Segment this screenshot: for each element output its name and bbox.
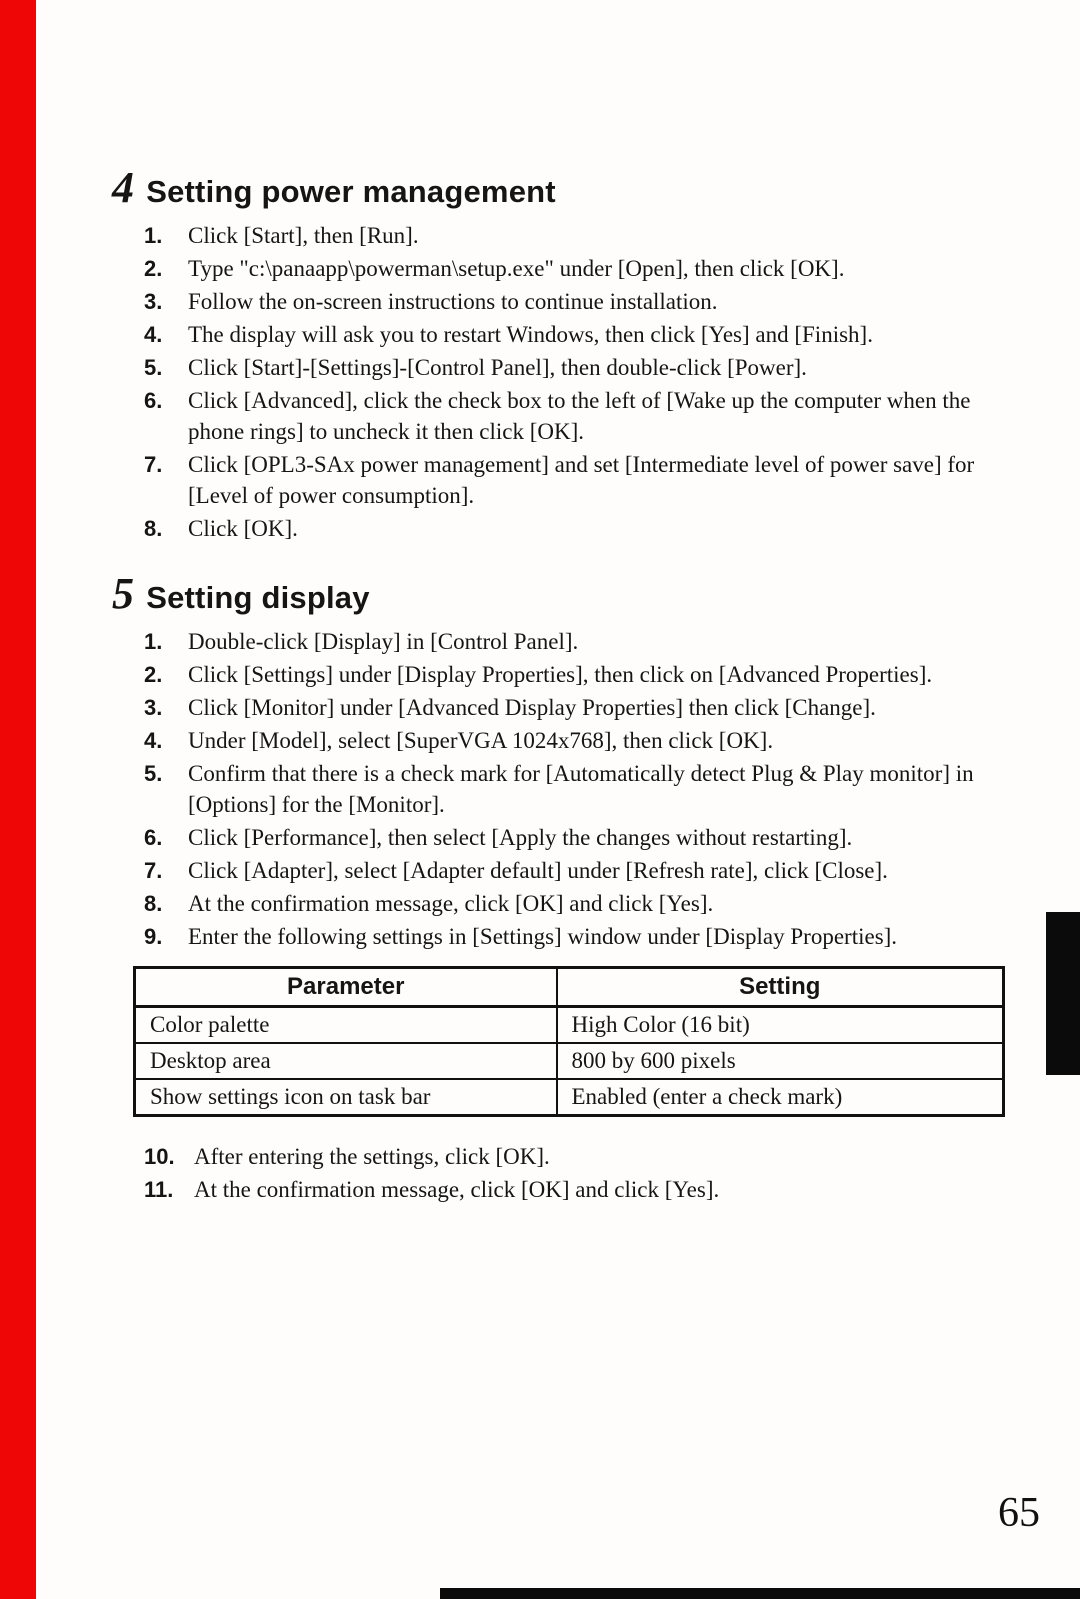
step-item: [144, 855, 1012, 886]
section-5-heading: [112, 569, 1012, 618]
step-item: [144, 725, 1012, 756]
step-number: 4.: [144, 322, 163, 347]
step-text: At the confirmation message, click [OK] and click [Yes].: [194, 1177, 720, 1202]
table-header-parameter: Parameter: [135, 968, 557, 1007]
step-item: [144, 626, 1012, 657]
section-5-number: 5: [112, 569, 135, 618]
step-item: [144, 758, 1012, 820]
step-text: Click [Start], then [Run].: [188, 223, 419, 248]
step-item: [144, 286, 1012, 317]
step-item: [144, 352, 1012, 383]
step-text: Click [Adapter], select [Adapter default] under [Refresh rate], click [Close].: [188, 858, 888, 883]
section-4-heading: [112, 163, 1012, 212]
step-item: [144, 220, 1012, 251]
step-number: 8.: [144, 891, 163, 916]
step-item: [144, 921, 1012, 952]
post-table-steps: [144, 1141, 1012, 1205]
step-item: [144, 692, 1012, 723]
step-text: Under [Model], select [SuperVGA 1024x768], then click [OK].: [188, 728, 774, 753]
step-item: [144, 385, 1012, 447]
section-5-steps: [144, 626, 1012, 952]
step-text: Confirm that there is a check mark for [Automatically detect Plug & Play monitor] in [Options] for the [Monitor].: [188, 761, 974, 817]
left-edge-red-strip: [0, 0, 36, 1599]
table-cell-parameter: Show settings icon on task bar: [135, 1079, 557, 1116]
step-number: 9.: [144, 924, 163, 949]
table-cell-setting: High Color (16 bit): [557, 1007, 1004, 1044]
step-text: After entering the settings, click [OK].: [194, 1144, 550, 1169]
step-number: 7.: [144, 858, 163, 883]
table-header-row: [135, 968, 1004, 1007]
step-item: [144, 659, 1012, 690]
step-text: The display will ask you to restart Windows, then click [Yes] and [Finish].: [188, 322, 873, 347]
step-text: Click [Start]-[Settings]-[Control Panel], then double-click [Power].: [188, 355, 807, 380]
table-row: [135, 1043, 1004, 1079]
table-cell-setting: 800 by 600 pixels: [557, 1043, 1004, 1079]
step-item: [144, 449, 1012, 511]
table-header-setting: Setting: [557, 968, 1004, 1007]
step-number: 5.: [144, 761, 163, 786]
step-text: Double-click [Display] in [Control Panel].: [188, 629, 579, 654]
bottom-edge-black-strip: [440, 1588, 1080, 1599]
step-number: 6.: [144, 825, 163, 850]
step-text: Follow the on-screen instructions to continue installation.: [188, 289, 718, 314]
step-text: Click [Advanced], click the check box to the left of [Wake up the computer when the phone rings] to uncheck it then click [OK].: [188, 388, 971, 444]
step-item: [144, 888, 1012, 919]
step-text: Click [Settings] under [Display Properties], then click on [Advanced Properties].: [188, 662, 933, 687]
step-number: 10.: [144, 1144, 175, 1169]
table-row: [135, 1079, 1004, 1116]
display-settings-table: [133, 966, 1005, 1117]
step-number: 2.: [144, 662, 163, 687]
step-text: Click [OK].: [188, 516, 298, 541]
step-number: 3.: [144, 695, 163, 720]
step-item: [144, 1141, 1012, 1172]
step-text: Click [Performance], then select [Apply the changes without restarting].: [188, 825, 853, 850]
step-number: 11.: [144, 1177, 174, 1202]
step-text: Enter the following settings in [Settings] window under [Display Properties].: [188, 924, 898, 949]
table-cell-parameter: Color palette: [135, 1007, 557, 1044]
step-item: [144, 822, 1012, 853]
section-4-title: Setting power management: [146, 174, 556, 209]
section-4-number: 4: [112, 163, 135, 212]
table-row: [135, 1007, 1004, 1044]
step-item: [144, 253, 1012, 284]
step-item: [144, 319, 1012, 350]
step-text: Click [OPL3-SAx power management] and set [Intermediate level of power save] for [Level of power consumption].: [188, 452, 975, 508]
step-number: 3.: [144, 289, 163, 314]
table-cell-setting: Enabled (enter a check mark): [557, 1079, 1004, 1116]
step-item: [144, 1174, 1012, 1205]
step-number: 8.: [144, 516, 163, 541]
step-number: 7.: [144, 452, 163, 477]
section-5-title: Setting display: [146, 580, 370, 615]
step-number: 4.: [144, 728, 163, 753]
step-item: [144, 513, 1012, 544]
step-number: 1.: [144, 629, 163, 654]
right-edge-section-tab: [1046, 912, 1080, 1075]
step-number: 1.: [144, 223, 163, 248]
step-number: 6.: [144, 388, 163, 413]
page-content: [112, 163, 1012, 1207]
page-number: 65: [998, 1490, 1040, 1536]
section-4-steps: [144, 220, 1012, 544]
step-number: 2.: [144, 256, 163, 281]
step-text: Type "c:\panaapp\powerman\setup.exe" under [Open], then click [OK].: [188, 256, 845, 281]
step-number: 5.: [144, 355, 163, 380]
step-text: Click [Monitor] under [Advanced Display Properties] then click [Change].: [188, 695, 876, 720]
step-text: At the confirmation message, click [OK] and click [Yes].: [188, 891, 714, 916]
table-cell-parameter: Desktop area: [135, 1043, 557, 1079]
